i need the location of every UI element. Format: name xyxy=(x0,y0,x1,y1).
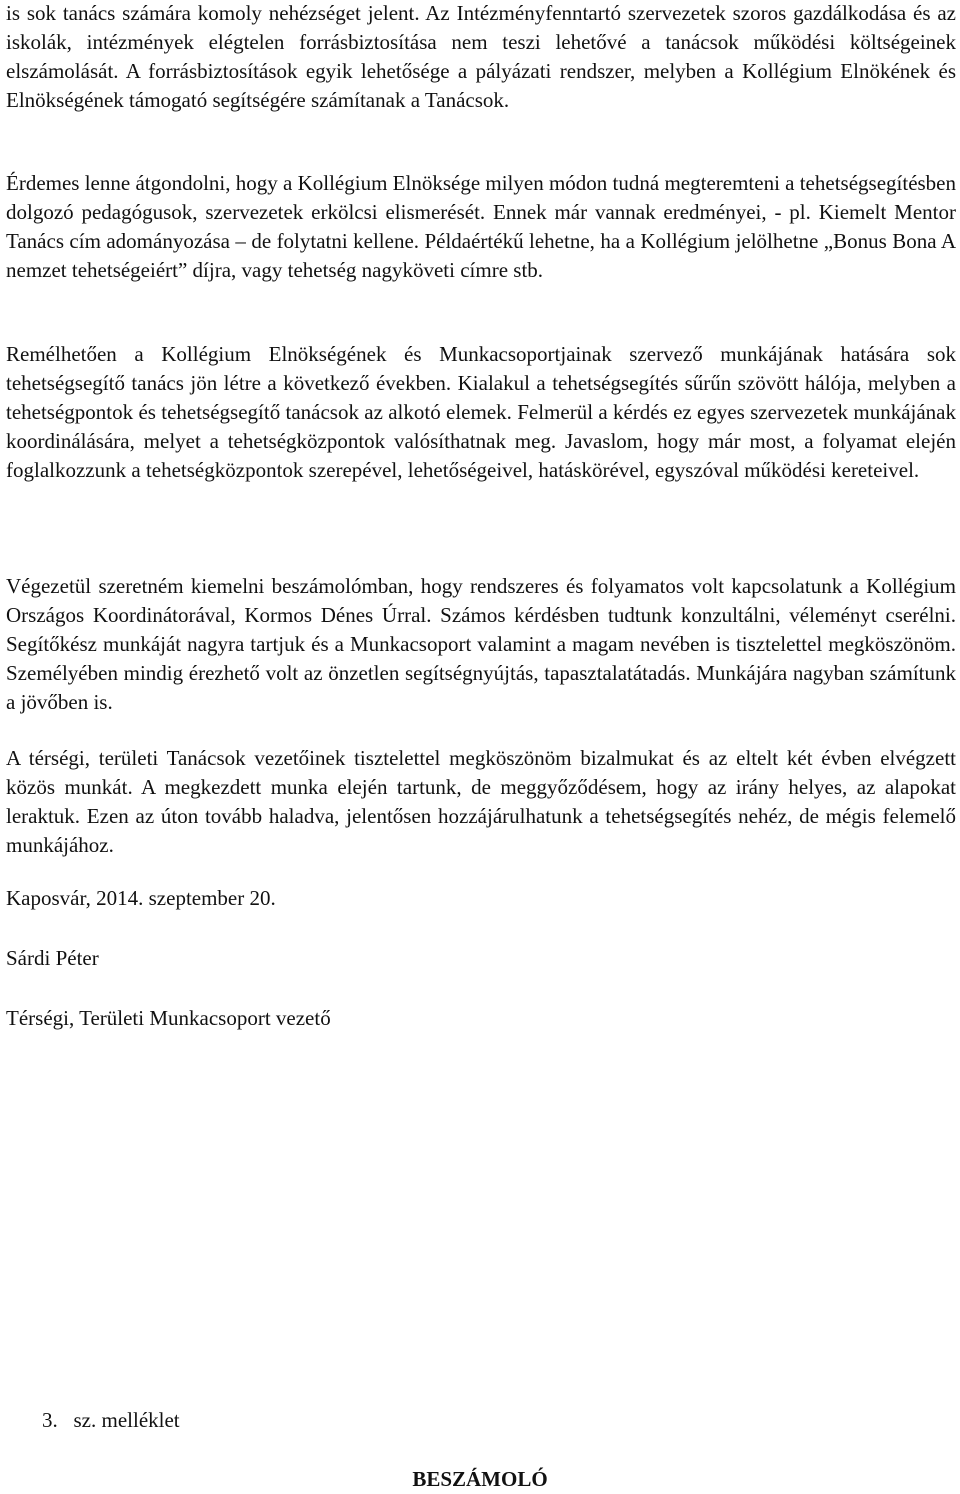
report-title: BESZÁMOLÓ xyxy=(412,1467,548,1491)
signer-role: Térségi, Területi Munkacsoport vezető xyxy=(6,1006,331,1030)
signer-name: Sárdi Péter xyxy=(6,946,99,970)
place-date: Kaposvár, 2014. szeptember 20. xyxy=(6,886,276,910)
paragraph-recognition: Érdemes lenne átgondolni, hogy a Kollégium Elnöksége milyen módon tudná megteremteni a tehetségsegítésben dolgozó pedagógusok, szervezetek erkölcsi elismerését. Ennek már vannak eredményei, - pl. Kiemelt Mentor Tanács cím adományozása – de folytatni kellene. Példaértékű lehetne, ha a Kollégium jelölhetne „Bonus Bona A nemzet tehetségeiért” díjra, vagy tehetség nagyköveti címre stb. xyxy=(6,171,957,282)
paragraph-acknowledgement: Végezetül szeretném kiemelni beszámolómban, hogy rendszeres és folyamatos volt kapcsolatunk a Kollégium Országos Koordinátorával, Kormos Dénes Úrral. Számos kérdésben tudtunk konzultálni, véleményt cserélni. Segítőkész munkáját nagyra tartjuk és a Munkacsoport valamint a magam nevében is tisztelettel megköszönöm. Személyében mindig érezhető volt az önzetlen segítségnyújtás, tapasztalatátadás. Munkájára nagyban számítunk a jövőben is. xyxy=(6,574,956,714)
paragraph-closing: A térségi, területi Tanácsok vezetőinek tisztelettel megköszönöm bizalmukat és az eltelt két évben elvégzett közös munkát. A megkezdett munka elején tartunk, de meggyőződésem, hogy az irány helyes, az alapokat leraktuk. Ezen az úton tovább haladva, jelentősen hozzájárulhatunk a tehetségsegítés nehéz, de mégis felemelő munkájához. xyxy=(6,746,956,857)
annex-label: 3. sz. melléklet xyxy=(42,1408,180,1432)
paragraph-funding: is sok tanács számára komoly nehézséget jelent. Az Intézményfenntartó szervezetek szoros gazdálkodása és az iskolák, intézmények elégtelen forrásbiztosítása nem teszi lehetővé a tanácsok működési költségeinek elszámolását. A forrásbiztosítások egyik lehetősége a pályázati rendszer, melyben a Kollégium Elnökének és Elnökségének támogató segítségére számítanak a Tanácsok. xyxy=(6,1,956,112)
paragraph-talent-centers: Remélhetően a Kollégium Elnökségének és Munkacsoportjainak szervező munkájának hatására sok tehetségsegítő tanács jön létre a következő években. Kialakul a tehetségsegítés sűrűn szövött hálója, melyben a tehetségpontok és tehetségsegítő tanácsok az alkotó elemek. Felmerül a kérdés ez egyes szervezetek munkájának koordinálására, melyet a tehetségközpontok valósíthatnak meg. Javaslom, hogy már most, a folyamat elején foglalkozzunk a tehetségközpontok szerepével, lehetőségeivel, hatáskörével, egyszóval működési kereteivel. xyxy=(6,342,956,482)
